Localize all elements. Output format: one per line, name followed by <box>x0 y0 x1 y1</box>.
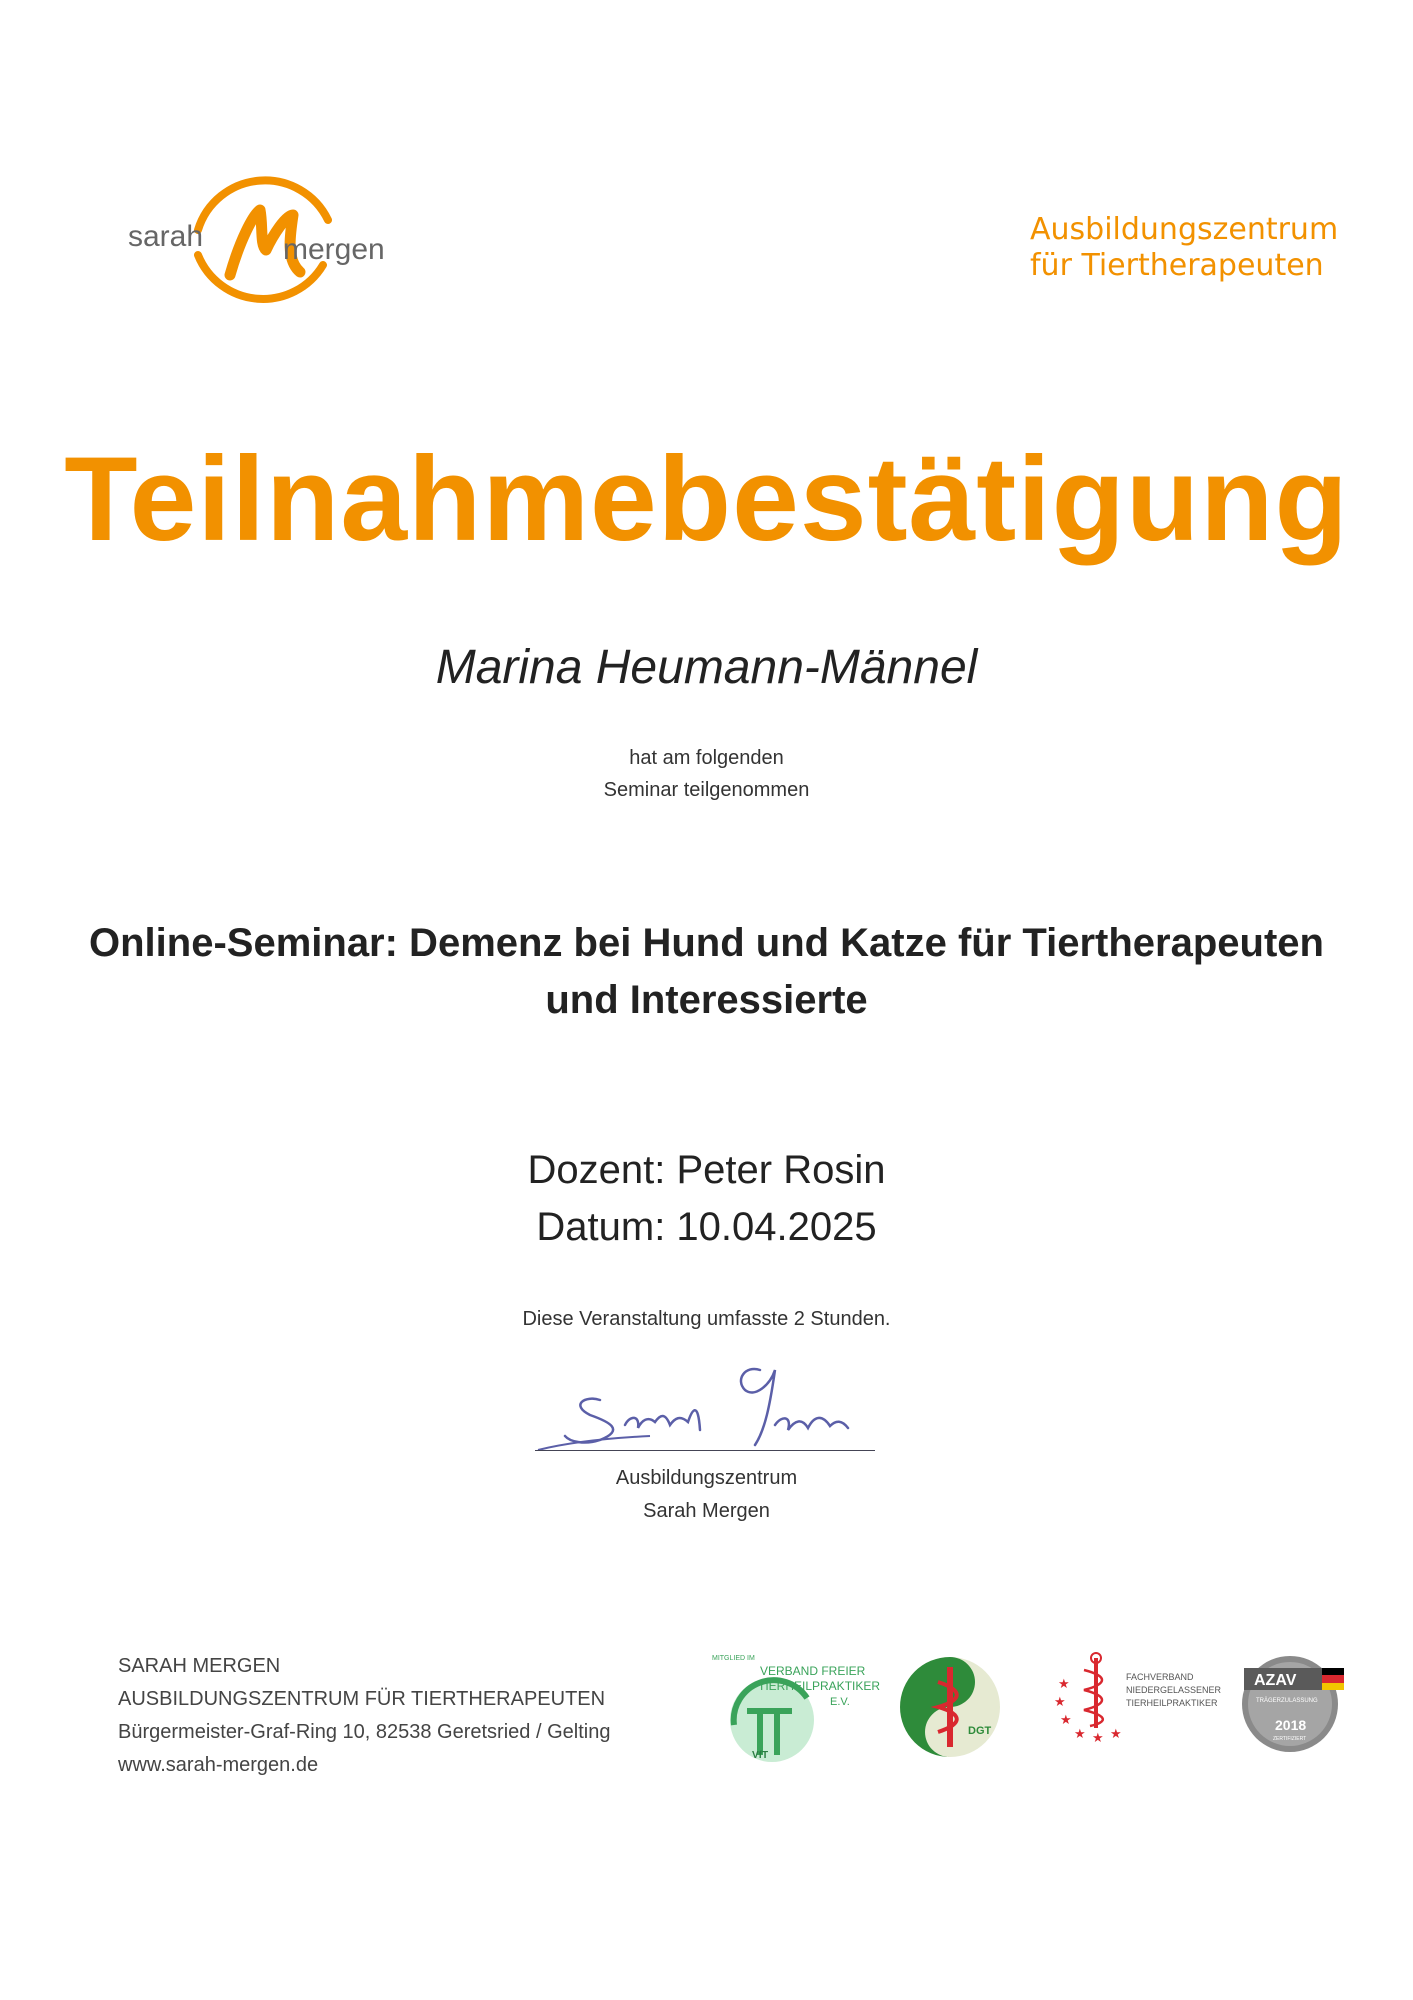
azav-certification-badge-icon <box>1238 1652 1358 1757</box>
duration-note: Diese Veranstaltung umfasste 2 Stunden. <box>522 1308 891 1330</box>
certificate-title: Teilnahmebestätigung <box>64 432 1349 566</box>
azav-sub: TRÄGERZULASSUNG <box>1256 1698 1318 1704</box>
sarah-mergen-logo <box>128 160 398 325</box>
website-link[interactable]: www.sarah-mergen.de <box>118 1754 319 1776</box>
fnt-line: TIERHEILPRAKTIKER <box>1126 1698 1218 1708</box>
address-line: SARAH MERGEN <box>118 1655 281 1677</box>
dgt-label: DGT <box>968 1725 992 1737</box>
azav-title: AZAV <box>1254 1672 1297 1689</box>
vft-line: MITGLIED IM <box>712 1655 755 1662</box>
seminar-date: Datum: 10.04.2025 <box>536 1205 877 1249</box>
signer-line: Sarah Mergen <box>643 1500 770 1522</box>
fnt-line: FACHVERBAND <box>1126 1672 1194 1682</box>
fnt-badge-icon <box>1050 1648 1222 1748</box>
seminar-title-line: Online-Seminar: Demenz bei Hund und Katze für Tiertherapeuten <box>89 921 1324 965</box>
vft-membership-badge-icon <box>712 1650 881 1765</box>
intro-line: Seminar teilgenommen <box>603 779 810 801</box>
svg-text:★: ★ <box>1074 1727 1086 1742</box>
address-line: Bürgermeister-Graf-Ring 10, 82538 Geretsried / Gelting <box>118 1721 611 1743</box>
signer-line: Ausbildungszentrum <box>615 1467 798 1489</box>
seminar-details <box>0 1142 1413 1256</box>
academy-line: Ausbildungszentrum <box>1030 212 1339 247</box>
participant-name: Marina Heumann-Männel <box>435 641 978 694</box>
svg-text:★: ★ <box>1092 1731 1104 1746</box>
lecturer: Dozent: Peter Rosin <box>527 1148 886 1192</box>
seminar-title-line: und Interessierte <box>545 978 868 1022</box>
logo-word-mergen: mergen <box>283 233 385 266</box>
seminar-title <box>0 915 1413 1029</box>
fnt-line: NIEDERGELASSENER <box>1126 1685 1222 1695</box>
intro-line: hat am folgenden <box>629 747 784 769</box>
svg-text:★: ★ <box>1058 1677 1070 1692</box>
azav-year: 2018 <box>1275 1717 1307 1733</box>
svg-text:★: ★ <box>1110 1727 1122 1742</box>
svg-text:★: ★ <box>1060 1713 1072 1728</box>
vft-line: VERBAND FREIER <box>760 1664 866 1678</box>
handwritten-signature <box>530 1350 890 1460</box>
dgt-badge-icon <box>898 1652 1008 1762</box>
svg-text:★: ★ <box>1054 1695 1066 1710</box>
vft-mark: VfT <box>752 1750 769 1761</box>
signature-line <box>535 1450 875 1451</box>
address-line: AUSBILDUNGSZENTRUM FÜR TIERTHERAPEUTEN <box>118 1688 606 1710</box>
logo-word-sarah: sarah <box>128 220 204 253</box>
intro-text <box>0 742 1413 806</box>
azav-certified: ZERTIFIZIERT <box>1273 1736 1307 1742</box>
vft-line: TIERHEILPRAKTIKER <box>758 1679 881 1693</box>
vft-line: E.V. <box>830 1696 850 1708</box>
academy-line: für Tiertherapeuten <box>1030 248 1324 283</box>
academy-heading <box>1030 212 1360 284</box>
footer-address <box>118 1650 610 1782</box>
signer <box>0 1462 1413 1528</box>
